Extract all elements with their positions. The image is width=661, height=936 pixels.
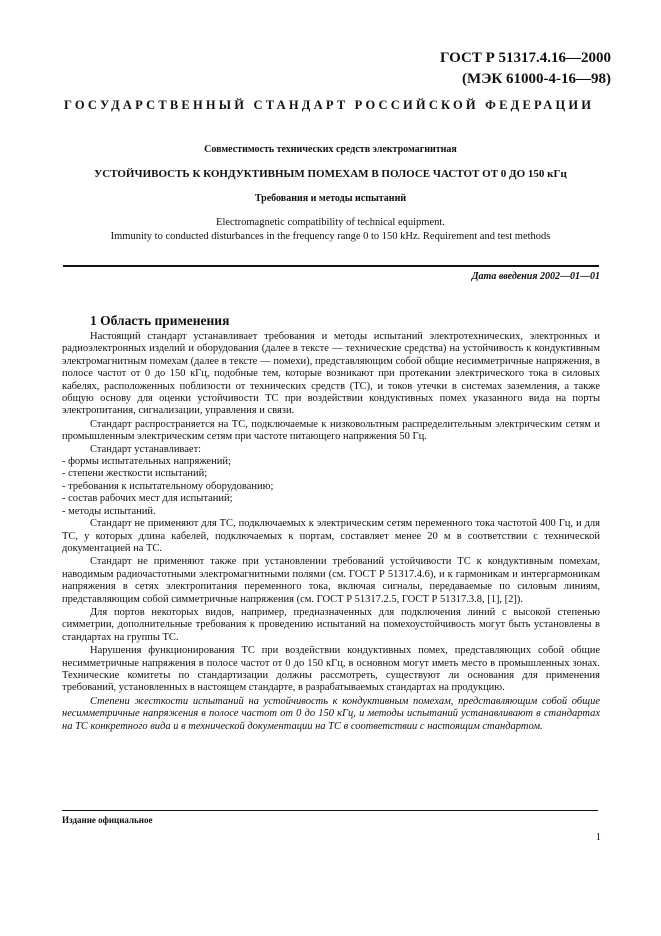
page-number: 1 (595, 832, 601, 843)
iec-number: (МЭК 61000-4-16—98) (462, 71, 611, 87)
header-divider (63, 265, 599, 267)
paragraph: Для портов некоторых видов, например, предназначенных для подключения линий с высокой степенью симметрии, дополнительные требования к проведению испытаний на помехоустойчивость могут быть установлены в стандартах на группы ТС. (62, 606, 600, 643)
list-item: - состав рабочих мест для испытаний; (62, 493, 233, 505)
section-body (62, 331, 600, 733)
list-item: - степени жесткости испытаний; (62, 468, 208, 480)
paragraph: Стандарт устанавливает: (90, 443, 202, 455)
edition-note: Издание официальное (62, 815, 153, 825)
paragraph: Стандарт распространяется на ТС, подключаемые к низковольтным распределительным электрическим сетям и промышленным электрическим сетям при частоте питающего напряжения 50 Гц. (62, 418, 600, 443)
list-item: - формы испытательных напряжений; (62, 456, 231, 468)
section-heading: 1 Область применения (90, 313, 230, 328)
paragraph: Настоящий стандарт устанавливает требования и методы испытаний электротехнических, электронных и радиоэлектронных изделий и оборудования (далее в тексте — технические средства) на устойчивость к кондуктивным электромагнитным помехам (далее в тексте — помехи), представляющим собой общие несимметричные напряжения, в полосе частот от 0 до 150 кГц, подобные тем, которые возникают при протекании электрического тока в силовых кабелях, расположенных поблизости от технических средств (ТС), и токов утечки в системах заземления, а также общую основу для оценки устойчивости ТС при воздействии кондуктивных помех указанного вида на порты электропитания, сигнализации, управления и связи. (62, 331, 600, 417)
english-title-line-1: Electromagnetic compatibility of technical equipment. (216, 217, 445, 228)
english-title-line-2: Immunity to conducted disturbances in the frequency range 0 to 150 kHz. Requirement and test methods (110, 231, 551, 242)
footer-divider (62, 810, 598, 811)
document-subtitle: Требования и методы испытаний (254, 193, 407, 204)
list-item: - требования к испытательному оборудованию; (62, 480, 274, 492)
standard-line: ГОСУДАРСТВЕННЫЙ СТАНДАРТ РОССИЙСКОЙ ФЕДЕРАЦИИ (64, 98, 595, 112)
paragraph: Нарушения функционирования ТС при воздействии кондуктивных помех, представляющих собой общие несимметричные напряжения в полосе частот от 0 до 150 кГц, в основном могут иметь место в промышленных зонах. Технические комитеты по стандартизации должны рассмотреть, существуют ли основания для применения требований, установленных в настоящем стандарте, в разрабатываемых стандартах на продукцию. (62, 645, 600, 694)
document-title: УСТОЙЧИВОСТЬ К КОНДУКТИВНЫМ ПОМЕХАМ В ПОЛОСЕ ЧАСТОТ ОТ 0 ДО 150 кГц (94, 168, 567, 180)
paragraph: Степени жесткости испытаний на устойчивость к кондуктивным помехам, представляющим собой общие несимметричные напряжения в полосе частот от 0 до 150 кГц, и методы испытаний устанавливают в стандартах на ТС конкретного вида и в технической документации на ТС в соответствии с настоящим стандартом. (62, 695, 600, 732)
gost-number: ГОСТ Р 51317.4.16—2000 (439, 50, 611, 66)
paragraph: Стандарт не применяют также при установлении требований устойчивости ТС к кондуктивным помехам, наводимым радиочастотными электромагнитными полями (см. ГОСТ Р 51317.4.6), и к гармоникам и интергармоникам напряжения в сетях электропитания переменного тока, включая сигналы, передаваемые по силовым линиям, представляющим собой симметричные напряжения (см. ГОСТ Р 51317.2.5, ГОСТ Р 51317.3.8, [1], [2]). (62, 556, 600, 605)
document-subject: Совместимость технических средств электромагнитная (204, 144, 457, 155)
list-item: - методы испытаний. (62, 505, 156, 517)
introduction-date: Дата введения 2002—01—01 (471, 271, 600, 282)
paragraph: Стандарт не применяют для ТС, подключаемых к электрическим сетям переменного тока частотой 400 Гц, и для ТС, у которых длина кабелей, подключаемых к портам, составляет менее 20 м в соответствии с технической документацией на ТС. (62, 518, 600, 554)
